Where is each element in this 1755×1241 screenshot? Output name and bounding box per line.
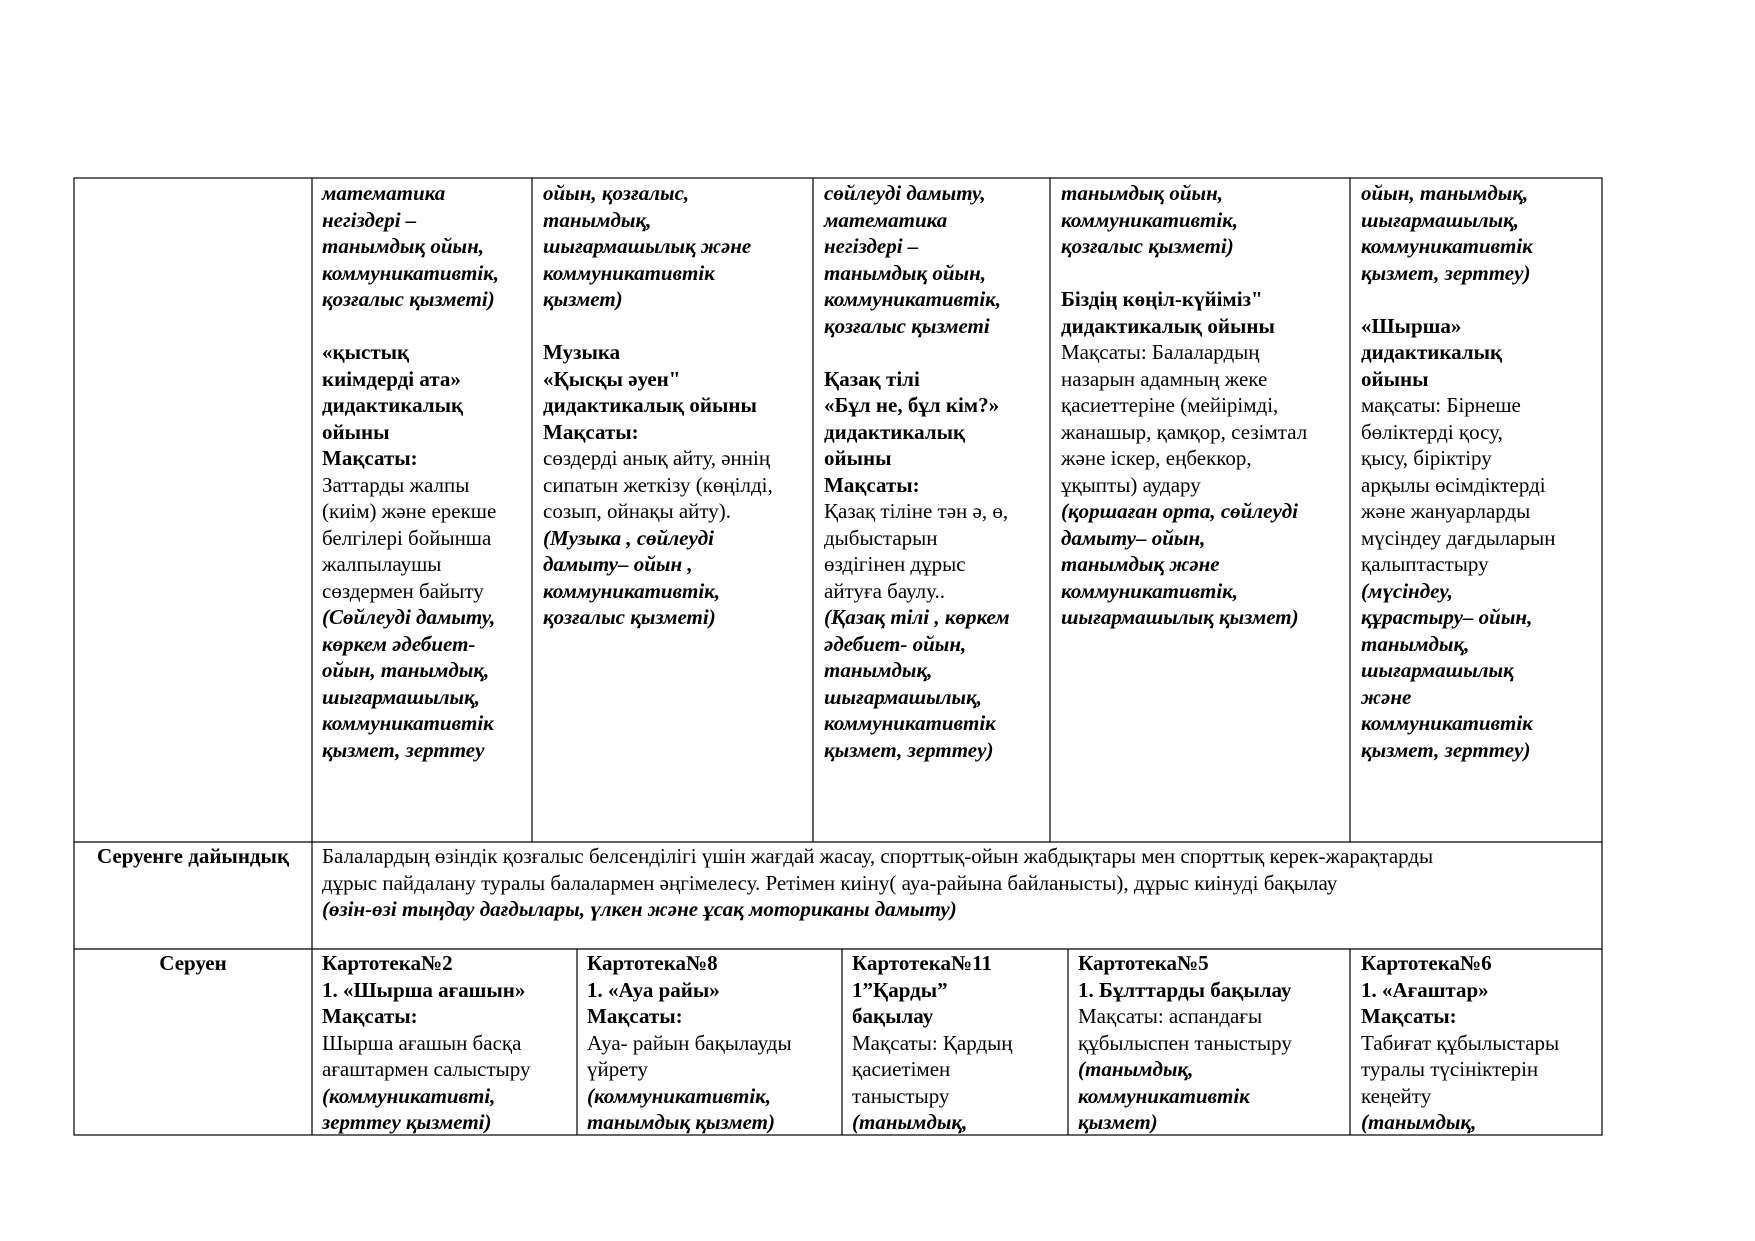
text-line: белгілері бойынша bbox=[322, 525, 492, 550]
row1-col2 bbox=[543, 180, 773, 631]
text-line: коммуникативтік, bbox=[322, 260, 500, 285]
text-line: сөйлеуді дамыту, bbox=[824, 181, 986, 205]
text-line: Шырша ағашын басқа bbox=[322, 1030, 522, 1055]
text-line: ойын, қозғалыс, bbox=[543, 181, 690, 205]
text-line: Мақсаты: bbox=[587, 1004, 683, 1028]
text-line: коммуникативтік bbox=[322, 711, 494, 735]
text-line: (киім) және ерекше bbox=[322, 499, 497, 523]
text-line: дидактикалық bbox=[322, 393, 464, 417]
text-line: ойыны bbox=[322, 419, 390, 444]
text-line: танымдық, bbox=[824, 658, 933, 682]
text-line: 1. «Ауа райы» bbox=[587, 977, 720, 1002]
text-line: Мақсаты: Қардың bbox=[852, 1030, 1013, 1055]
row1-col4 bbox=[1061, 180, 1307, 631]
text-line: қасиеттеріне (мейірімді, bbox=[1061, 393, 1279, 417]
text-line: коммуникативтік bbox=[543, 260, 715, 285]
text-line: ойын, танымдық, bbox=[322, 658, 490, 682]
text-line: дұрыс пайдалану туралы балалармен әңгімелесу. Ретімен киіну( ауа-райына байланысты), дұрыс киінуді бақылау bbox=[322, 870, 1338, 895]
text-line: қызмет, зерттеу) bbox=[1361, 260, 1531, 285]
walk-label: Серуен bbox=[159, 951, 227, 975]
text-line: коммуникативтік bbox=[824, 711, 996, 735]
text-line: Табиғат құбылыстары bbox=[1361, 1030, 1560, 1055]
text-line: коммуникативтік bbox=[1361, 234, 1533, 258]
text-line: туралы түсініктерін bbox=[1361, 1057, 1539, 1081]
text-line: Балалардың өзіндік қозғалыс белсенділігі үшін жағдай жасау, спорттық-ойын жабдықтары мен спорттық керек-жарақтарды bbox=[322, 844, 1434, 868]
text-line: киімдерді ата» bbox=[322, 366, 461, 391]
text-line: қысу, біріктіру bbox=[1361, 446, 1492, 470]
text-line: (танымдық, bbox=[852, 1110, 968, 1134]
text-line: шығармашылық bbox=[1361, 658, 1514, 682]
text-line: «Бұл не, бұл кім?» bbox=[824, 393, 1000, 417]
text-line: (коммуникативтік, bbox=[587, 1083, 772, 1108]
text-line: математика bbox=[824, 207, 948, 232]
text-line: Мақсаты: bbox=[1361, 1004, 1457, 1028]
text-line: танымдық, bbox=[1361, 631, 1470, 656]
text-line: (өзін-өзі тыңдау дағдылары, үлкен және ұсақ моториканы дамыту) bbox=[322, 897, 957, 921]
blank-line bbox=[543, 313, 773, 340]
text-line: шығармашылық, bbox=[322, 684, 480, 709]
text-line: ойыны bbox=[824, 446, 892, 470]
text-line: Қазақ тіліне тән ә, ө, bbox=[824, 499, 1009, 523]
text-line: Картотека№8 bbox=[587, 951, 718, 975]
text-line: танымдық қызмет) bbox=[587, 1110, 775, 1134]
text-line: бақылау bbox=[852, 1004, 934, 1028]
text-line: ағаштармен салыстыру bbox=[322, 1057, 531, 1081]
text-line: әдебиет- ойын, bbox=[824, 631, 967, 656]
text-line: Мақсаты: аспандағы bbox=[1078, 1004, 1263, 1028]
text-line: Мақсаты: bbox=[322, 1004, 418, 1028]
text-line: Мақсаты: bbox=[543, 419, 639, 444]
text-line: (Музыка , сөйлеуді bbox=[543, 525, 714, 550]
text-line: бөліктерді қосу, bbox=[1361, 419, 1503, 444]
row3-col2 bbox=[587, 950, 792, 1136]
text-line: (Сөйлеуді дамыту, bbox=[322, 605, 496, 629]
text-line: ойын, танымдық, bbox=[1361, 181, 1529, 205]
text-line: шығармашылық, bbox=[824, 684, 982, 709]
text-line: дидактикалық ойыны bbox=[1061, 313, 1275, 338]
text-line: қызмет, зерттеу) bbox=[1361, 737, 1531, 762]
text-line: айтуға баулу.. bbox=[824, 578, 946, 603]
text-line: 1. «Шырша ағашын» bbox=[322, 977, 526, 1002]
text-line: қозғалыс қызметі bbox=[824, 313, 990, 338]
text-line: «Шырша» bbox=[1361, 313, 1462, 338]
text-line: математика bbox=[322, 181, 446, 205]
text-line: таныстыру bbox=[852, 1083, 950, 1108]
text-line: танымдық ойын, bbox=[824, 260, 986, 285]
row3-col5 bbox=[1361, 950, 1559, 1136]
text-line: Картотека№6 bbox=[1361, 951, 1492, 975]
text-line: ұқыпты) аудару bbox=[1061, 472, 1201, 497]
walk-preparation-text bbox=[322, 843, 1433, 923]
row1-col3 bbox=[824, 180, 1010, 763]
text-line: коммуникативтік bbox=[1078, 1083, 1250, 1108]
text-line: негіздері – bbox=[824, 234, 919, 258]
text-line: дамыту– ойын, bbox=[1061, 525, 1206, 550]
text-line: коммуникативтік, bbox=[1061, 578, 1239, 603]
text-line: назарын адамның жеке bbox=[1061, 366, 1268, 391]
text-line: арқылы өсімдіктерді bbox=[1361, 472, 1546, 497]
text-line: Музыка bbox=[543, 340, 621, 364]
text-line: қозғалыс қызметі) bbox=[322, 287, 495, 311]
row1-col5 bbox=[1361, 180, 1555, 763]
text-line: үйрету bbox=[587, 1057, 648, 1081]
text-line: қалыптастыру bbox=[1361, 552, 1489, 576]
text-line: қызмет) bbox=[1078, 1110, 1158, 1134]
text-line: Қазақ тілі bbox=[824, 366, 920, 391]
text-line: жалпылаушы bbox=[322, 552, 442, 576]
text-line: дидактикалық bbox=[824, 419, 966, 444]
text-line: кеңейту bbox=[1361, 1083, 1432, 1108]
text-line: мақсаты: Бірнеше bbox=[1361, 393, 1521, 417]
text-line: Картотека№11 bbox=[852, 951, 992, 975]
text-line: Заттарды жалпы bbox=[322, 472, 470, 497]
text-line: 1. Бұлттарды бақылау bbox=[1078, 977, 1292, 1002]
text-line: Мақсаты: Балалардың bbox=[1061, 340, 1260, 364]
text-line: 1”Қарды” bbox=[852, 977, 948, 1002]
text-line: шығармашылық және bbox=[543, 234, 752, 258]
text-line: Мақсаты: bbox=[824, 472, 920, 497]
text-line: созып, ойнақы айту). bbox=[543, 499, 732, 523]
text-line: сөздермен байыту bbox=[322, 578, 484, 603]
row3-col1 bbox=[322, 950, 530, 1136]
text-line: танымдық ойын, bbox=[322, 234, 484, 258]
text-line: (Қазақ тілі , көркем bbox=[824, 605, 1010, 629]
text-line: қасиетімен bbox=[852, 1057, 951, 1081]
text-line: Мақсаты: bbox=[322, 446, 418, 470]
text-line: құрастыру– ойын, bbox=[1361, 605, 1533, 629]
text-line: көркем әдебиет- bbox=[322, 631, 476, 656]
text-line: өздігінен дұрыс bbox=[824, 552, 966, 576]
text-line: қызмет) bbox=[543, 287, 623, 311]
text-line: дидактикалық bbox=[1361, 340, 1503, 364]
text-line: (коммуникативті, bbox=[322, 1083, 496, 1108]
text-line: коммуникативтік, bbox=[1061, 207, 1239, 232]
text-line: қызмет, зерттеу bbox=[322, 737, 485, 762]
text-line: танымдық ойын, bbox=[1061, 181, 1223, 205]
text-line: және bbox=[1361, 684, 1412, 709]
blank-line bbox=[322, 313, 499, 340]
text-line: (мүсіндеу, bbox=[1361, 578, 1453, 603]
text-line: коммуникативтік, bbox=[543, 578, 721, 603]
text-line: коммуникативтік, bbox=[824, 287, 1002, 311]
text-line: коммуникативтік bbox=[1361, 711, 1533, 735]
text-line: және іскер, еңбеккор, bbox=[1061, 446, 1252, 470]
text-line: қозғалыс қызметі) bbox=[543, 605, 716, 629]
text-line: шығармашылық қызмет) bbox=[1061, 605, 1299, 629]
text-line: дамыту– ойын , bbox=[543, 552, 693, 576]
text-line: қозғалыс қызметі) bbox=[1061, 234, 1234, 258]
blank-line bbox=[1361, 286, 1555, 313]
text-line: жанашыр, қамқор, сезімтал bbox=[1061, 419, 1308, 444]
text-line: мүсіндеу дағдыларын bbox=[1361, 525, 1556, 550]
text-line: қызмет, зерттеу) bbox=[824, 737, 994, 762]
text-line: «қыстық bbox=[322, 340, 410, 364]
text-line: негіздері – bbox=[322, 207, 417, 232]
text-line: құбылыспен таныстыру bbox=[1078, 1030, 1292, 1055]
text-line: сөздерді анық айту, әннің bbox=[543, 446, 771, 470]
blank-line bbox=[824, 339, 1010, 366]
text-line: Ауа- райын бақылауды bbox=[587, 1030, 792, 1055]
text-line: дидактикалық ойыны bbox=[543, 393, 757, 417]
text-line: сипатын жеткізу (көңілді, bbox=[543, 472, 773, 497]
text-line: Картотека№2 bbox=[322, 951, 453, 975]
text-line: (танымдық, bbox=[1078, 1057, 1194, 1081]
text-line: дыбыстарын bbox=[824, 525, 938, 550]
text-line: танымдық және bbox=[1061, 552, 1220, 576]
row1-col1 bbox=[322, 180, 499, 763]
text-line: Біздің көңіл-күйіміз" bbox=[1061, 287, 1263, 311]
text-line: шығармашылық, bbox=[1361, 207, 1519, 232]
text-line: ойыны bbox=[1361, 366, 1429, 391]
text-line: танымдық, bbox=[543, 207, 652, 232]
row3-col4 bbox=[1078, 950, 1292, 1136]
text-line: және жануарларды bbox=[1361, 499, 1531, 523]
text-line: 1. «Ағаштар» bbox=[1361, 977, 1489, 1002]
text-line: «Қысқы әуен" bbox=[543, 366, 681, 391]
text-line: (танымдық, bbox=[1361, 1110, 1477, 1134]
text-line: зерттеу қызметі) bbox=[322, 1110, 492, 1134]
walk-preparation-label: Серуенге дайындық bbox=[96, 844, 290, 868]
row3-col3 bbox=[852, 950, 1013, 1136]
blank-line bbox=[1061, 260, 1307, 287]
text-line: Картотека№5 bbox=[1078, 951, 1209, 975]
text-line: (қоршаған орта, сөйлеуді bbox=[1061, 499, 1298, 523]
